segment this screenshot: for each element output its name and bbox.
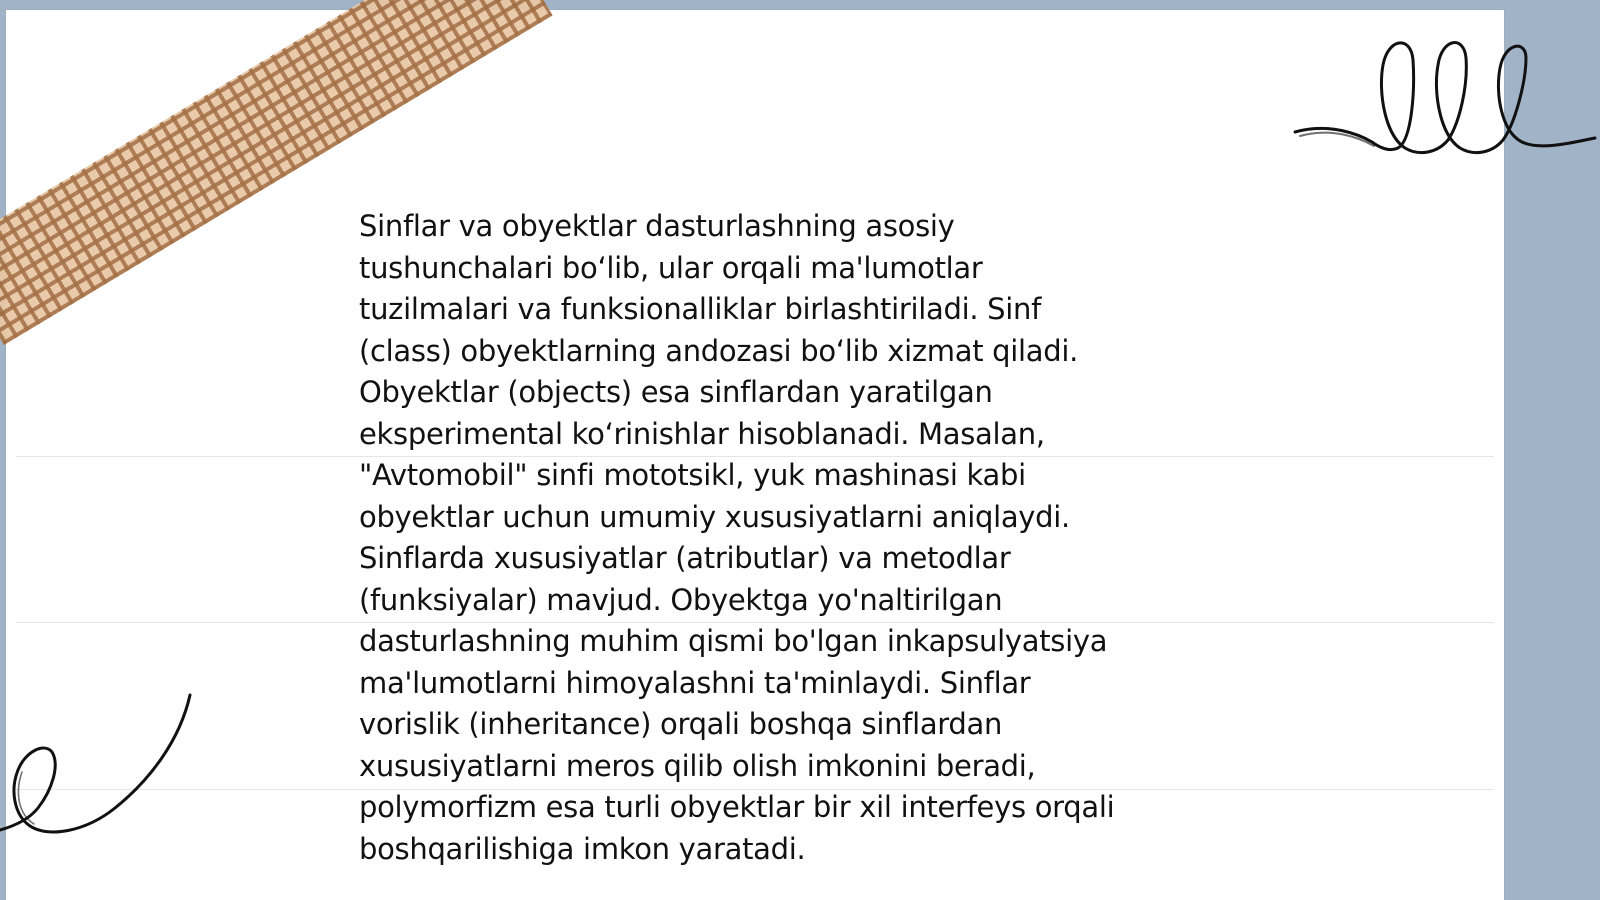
bottom-left-swoosh-doodle [0,690,210,850]
body-paragraph: Sinflar va obyektlar dasturlashning asosiy tushunchalari bo‘lib, ular orqali ma'lumotlar tuzilmalari va funksionalliklar birlashtiriladi. Sinf (class) obyektlarning andozasi bo‘lib xizmat qiladi. Obyektlar (objects) esa sinflardan yaratilgan eksperimental ko‘rinishlar hisoblanadi. Masalan, "Avtomobil" sinfi mototsikl, yuk mashinasi kabi obyektlar uchun umumiy xususiyatlarni aniqlaydi. Sinflarda xususiyatlar (atributlar) va metodlar (funksiyalar) mavjud. Obyektga yo'naltirilgan dasturlashning muhim qismi bo'lgan inkapsulyatsiya ma'lumotlarni himoyalashni ta'minlaydi. Sinflar vorislik (inheritance) orqali boshqa sinflardan xususiyatlarni meros qilib olish imkonini beradi, polymorfizm esa turli obyektlar bir xil interfeys orqali boshqarilishiga imkon yaratadi. [359,209,1115,866]
top-right-squiggle-doodle [1290,30,1600,165]
